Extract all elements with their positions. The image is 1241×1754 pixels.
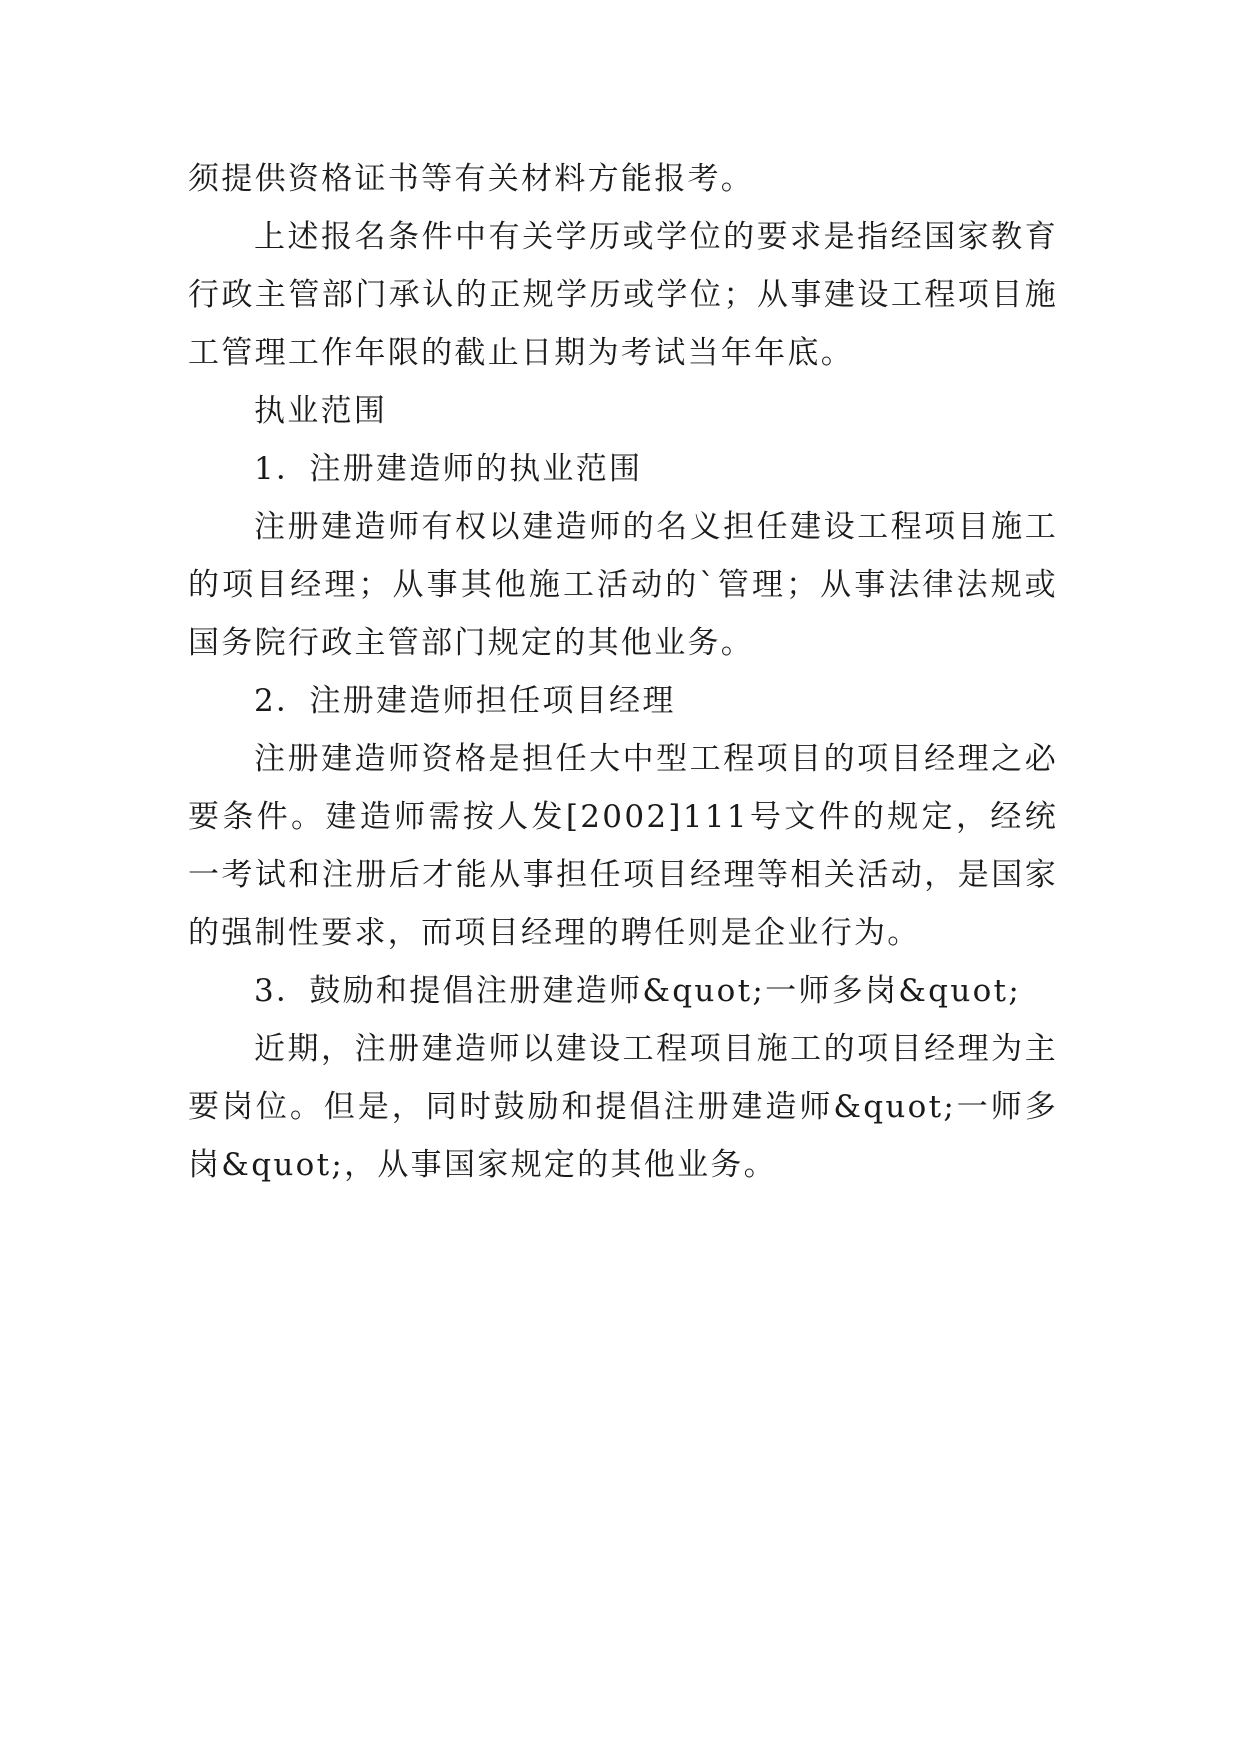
paragraph-qualification-note: 上述报名条件中有关学历或学位的要求是指经国家教育行政主管部门承认的正规学历或学位；从事建设工程项目施工管理工作年限的截止日期为考试当年年底。 bbox=[188, 219, 1058, 371]
subheading-2: 2．注册建造师担任项目经理 bbox=[254, 683, 676, 719]
paragraph-continuation: 须提供资格证书等有关材料方能报考。 bbox=[188, 161, 755, 197]
paragraph-project-manager: 注册建造师资格是担任大中型工程项目的项目经理之必要条件。建造师需按人发[2002]111号文件的规定，经统一考试和注册后才能从事担任项目经理等相关活动，是国家的强制性要求，而项目经理的聘任则是企业行为。 bbox=[188, 741, 1058, 951]
paragraph-multiple-posts: 近期，注册建造师以建设工程项目施工的项目经理为主要岗位。但是，同时鼓励和提倡注册建造师&quot;一师多岗&quot;，从事国家规定的其他业务。 bbox=[188, 1031, 1058, 1183]
paragraph-practice-scope: 注册建造师有权以建造师的名义担任建设工程项目施工的项目经理；从事其他施工活动的`管理；从事法律法规或国务院行政主管部门规定的其他业务。 bbox=[188, 509, 1058, 661]
section-heading-practice-scope: 执业范围 bbox=[254, 393, 388, 429]
document-body bbox=[188, 150, 1058, 1194]
subheading-3: 3．鼓励和提倡注册建造师&quot;一师多岗&quot; bbox=[254, 973, 1022, 1009]
subheading-1: 1．注册建造师的执业范围 bbox=[254, 451, 643, 487]
